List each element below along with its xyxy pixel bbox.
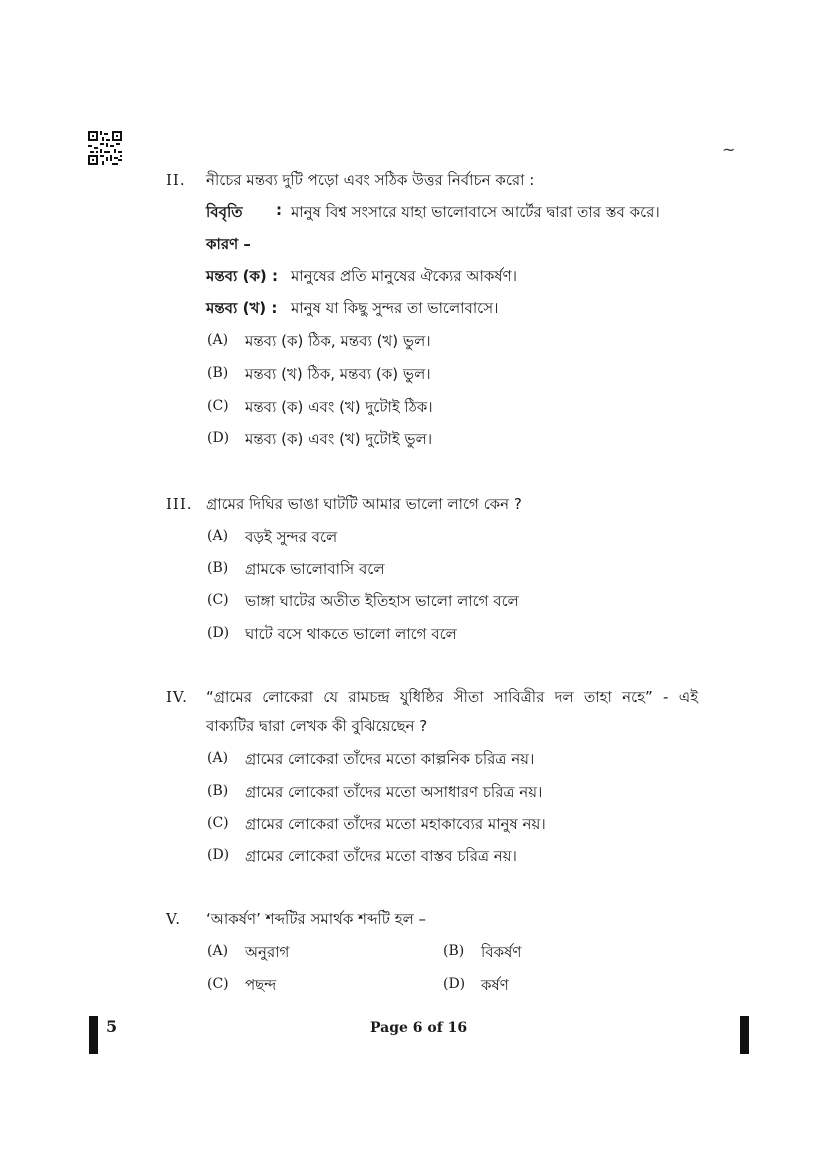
option-text: গ্রামের লোকেরা তাঁদের মতো কাল্পনিক চরিত্র নয়।: [245, 750, 535, 768]
option-text: মন্তব্য (খ) ঠিক, মন্তব্য (ক) ভুল।: [245, 365, 431, 383]
option-text: গ্রামের লোকেরা তাঁদের মতো অসাধারণ চরিত্র নয়।: [245, 783, 543, 801]
page-code: 5: [106, 1017, 118, 1036]
question-number: III.: [166, 495, 193, 513]
option-letter: (D): [207, 625, 230, 641]
option-text: মন্তব্য (ক) ঠিক, মন্তব্য (খ) ভুল।: [245, 332, 431, 350]
option-letter: (C): [207, 976, 229, 992]
statement-text: মানুষ বিশ্ব সংসারে যাহা ভালোবাসে আর্টের দ্বারা তার স্তব করে।: [291, 203, 660, 221]
option-letter: (C): [207, 592, 229, 608]
option-letter: (A): [207, 943, 229, 959]
option-letter: (D): [207, 430, 230, 446]
question-prompt-line1: “গ্রামের লোকেরা যে রামচন্দ্র যুধিষ্ঠির সীতা সাবিত্রীর দল তাহা নহে” - এই: [206, 688, 698, 706]
option-text: মন্তব্য (ক) এবং (খ) দুটোই ভুল।: [245, 430, 433, 448]
statement-colon: :: [276, 201, 282, 219]
question-number: IV.: [166, 688, 188, 706]
question-prompt-line2: বাক্যটির দ্বারা লেখক কী বুঝিয়েছেন ?: [206, 717, 428, 735]
option-letter: (A): [207, 332, 229, 348]
option-text: মন্তব্য (ক) এবং (খ) দুটোই ঠিক।: [245, 398, 433, 416]
option-letter: (D): [207, 847, 230, 863]
left-margin-bar: [89, 1016, 98, 1054]
option-letter: (B): [207, 783, 229, 799]
right-margin-bar: [740, 1016, 749, 1054]
corner-mark: ~: [722, 140, 736, 159]
option-letter: (C): [207, 398, 229, 414]
reason-label: কারণ –: [206, 235, 251, 253]
option-text: ঘাটে বসে থাকতে ভালো লাগে বলে: [245, 625, 457, 643]
comment-a-text: মানুষের প্রতি মানুষের ঐক্যের আকর্ষণ।: [291, 267, 518, 285]
comment-b-text: মানুষ যা কিছু সুন্দর তা ভালোবাসে।: [291, 299, 499, 317]
option-text: বিকর্ষণ: [481, 943, 522, 961]
comment-b-label: মন্তব্য (খ) :: [206, 299, 278, 317]
option-letter: (D): [443, 976, 466, 992]
page-number-label: Page 6 of 16: [370, 1020, 468, 1036]
option-text: গ্রামকে ভালোবাসি বলে: [245, 560, 385, 578]
option-text: ভাঙ্গা ঘাটের অতীত ইতিহাস ভালো লাগে বলে: [245, 592, 519, 610]
option-text: পছন্দ: [245, 976, 277, 994]
option-text: গ্রামের লোকেরা তাঁদের মতো বাস্তব চরিত্র নয়।: [245, 847, 517, 865]
question-prompt: নীচের মন্তব্য দুটি পড়ো এবং সঠিক উত্তর নির্বাচন করো :: [206, 171, 535, 189]
statement-label: বিবৃতি: [206, 203, 243, 221]
question-prompt: ‘আকর্ষণ’ শব্দটির সমার্থক শব্দটি হল –: [206, 910, 427, 928]
option-letter: (A): [207, 750, 229, 766]
option-text: অনুরাগ: [245, 943, 290, 961]
option-letter: (B): [443, 943, 465, 959]
option-text: কর্ষণ: [481, 976, 509, 994]
question-number: V.: [166, 910, 181, 928]
comment-a-label: মন্তব্য (ক) :: [206, 267, 279, 285]
option-letter: (B): [207, 560, 229, 576]
option-letter: (C): [207, 815, 229, 831]
question-number: II.: [166, 171, 186, 189]
qr-code-icon: [88, 131, 122, 165]
option-letter: (B): [207, 365, 229, 381]
question-prompt: গ্রামের দিঘির ভাঙা ঘাটটি আমার ভালো লাগে কেন ?: [206, 495, 522, 513]
option-text: গ্রামের লোকেরা তাঁদের মতো মহাকাব্যের মানুষ নয়।: [245, 815, 546, 833]
option-letter: (A): [207, 528, 229, 544]
option-text: বড়ই সুন্দর বলে: [245, 528, 338, 546]
